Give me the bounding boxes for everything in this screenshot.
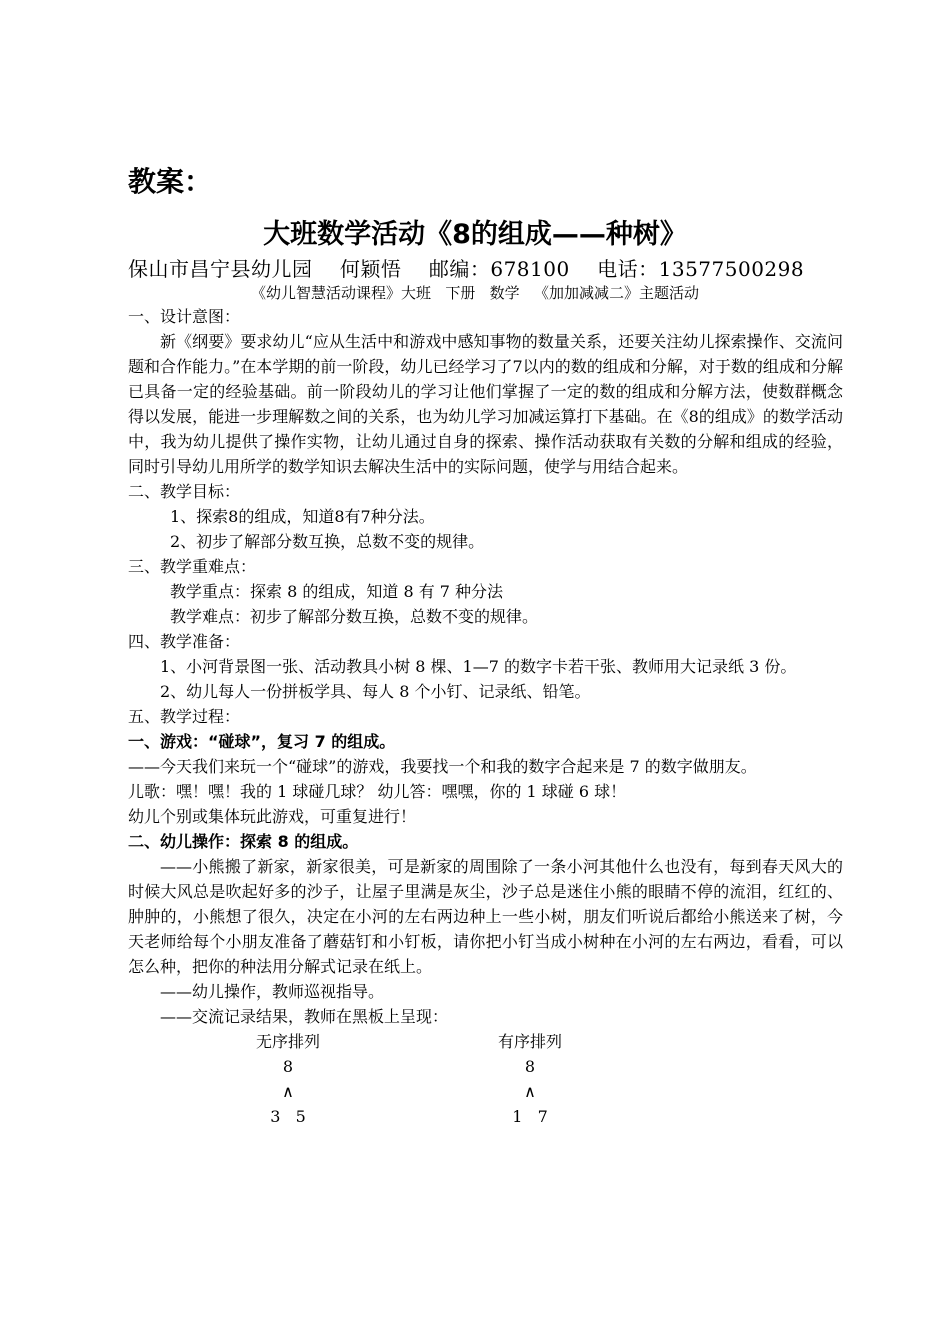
section-heading: 五、教学过程：: [128, 707, 241, 726]
total-number: 8: [282, 1057, 294, 1076]
paragraph: ——交流记录结果，教师在黑板上呈现：: [160, 1007, 449, 1026]
total-number: 8: [524, 1057, 536, 1076]
paragraph: 儿歌：嘿！嘿！我的 1 球碰几球？ 幼儿答：嘿嘿，你的 1 球碰 6 球！: [128, 782, 627, 801]
doc-label: 教案：: [128, 165, 213, 198]
section-heading: 三、教学重难点：: [128, 557, 257, 576]
document-body: [128, 304, 843, 1129]
author-line: 保山市昌宁县幼儿园 何颖悟 邮编：678100 电话：13577500298: [128, 257, 805, 281]
unordered-column: [208, 1029, 368, 1129]
branch-symbol: ∧: [282, 1082, 294, 1101]
course-line: 《幼儿智慧活动课程》大班 下册 数学 《加加减减二》主题活动: [251, 284, 699, 302]
decomposition-columns: [128, 1029, 843, 1129]
parts-numbers: 1 7: [512, 1107, 548, 1126]
paragraph: ——小熊搬了新家，新家很美，可是新家的周围除了一条小河其他什么也没有，每到春天风大的时候大风总是吹起好多的沙子，让屋子里满是灰尘，沙子总是迷住小熊的眼睛不停的流泪，红红的、肿肿的，小熊想了很久，决定在小河的左右两边种上一些小树，朋友们听说后都给小熊送来了树，今天老师给每个小朋友准备了蘑菇钉和小钉板，请你把小钉当成小树种在小河的左右两边，看看，可以怎么种，把你的种法用分解式记录在纸上。: [128, 857, 843, 976]
list-item: 1、探索8的组成，知道8有7种分法。: [170, 507, 435, 526]
ordered-column: [450, 1029, 610, 1129]
subsection-heading: 一、游戏：“碰球”，复习 7 的组成。: [128, 732, 396, 751]
paragraph: ——幼儿操作，教师巡视指导。: [160, 982, 385, 1001]
paragraph: ——今天我们来玩一个“碰球”的游戏，我要找一个和我的数字合起来是 7 的数字做朋友。: [128, 757, 757, 776]
section-heading: 二、教学目标：: [128, 482, 241, 501]
list-item: 1、小河背景图一张、活动教具小树 8 棵、1—7 的数字卡若干张、教师用大记录纸 3 份。: [160, 657, 797, 676]
list-item: 教学重点：探索 8 的组成，知道 8 有 7 种分法: [170, 582, 504, 601]
section-heading: 一、设计意图：: [128, 307, 241, 326]
list-item: 2、幼儿每人一份拼板学具、每人 8 个小钉、记录纸、铅笔。: [160, 682, 591, 701]
parts-numbers: 3 5: [270, 1107, 306, 1126]
column-heading: 无序排列: [255, 1032, 320, 1051]
branch-symbol: ∧: [524, 1082, 536, 1101]
subsection-heading: 二、幼儿操作：探索 8 的组成。: [128, 832, 359, 851]
doc-title: 大班数学活动《8的组成——种树》: [263, 219, 687, 250]
paragraph: 新《纲要》要求幼儿“应从生活中和游戏中感知事物的数量关系，还要关注幼儿探索操作、交流问题和合作能力。”在本学期的前一阶段，幼儿已经学习了7以内的数的组成和分解，对于数的组成和分解已具备一定的经验基础。前一阶段幼儿的学习让他们掌握了一定的数的组成和分解方法，使数群概念得以发展，能进一步理解数之间的关系，也为幼儿学习加减运算打下基础。在《8的组成》的数学活动中，我为幼儿提供了操作实物，让幼儿通过自身的探索、操作活动获取有关数的分解和组成的经验，同时引导幼儿用所学的数学知识去解决生活中的实际问题，使学与用结合起来。: [128, 332, 843, 476]
paragraph: 幼儿个别或集体玩此游戏，可重复进行！: [128, 807, 417, 826]
section-heading: 四、教学准备：: [128, 632, 241, 651]
column-heading: 有序排列: [497, 1032, 562, 1051]
list-item: 教学难点：初步了解部分数互换，总数不变的规律。: [170, 607, 539, 626]
list-item: 2、初步了解部分数互换，总数不变的规律。: [170, 532, 485, 551]
